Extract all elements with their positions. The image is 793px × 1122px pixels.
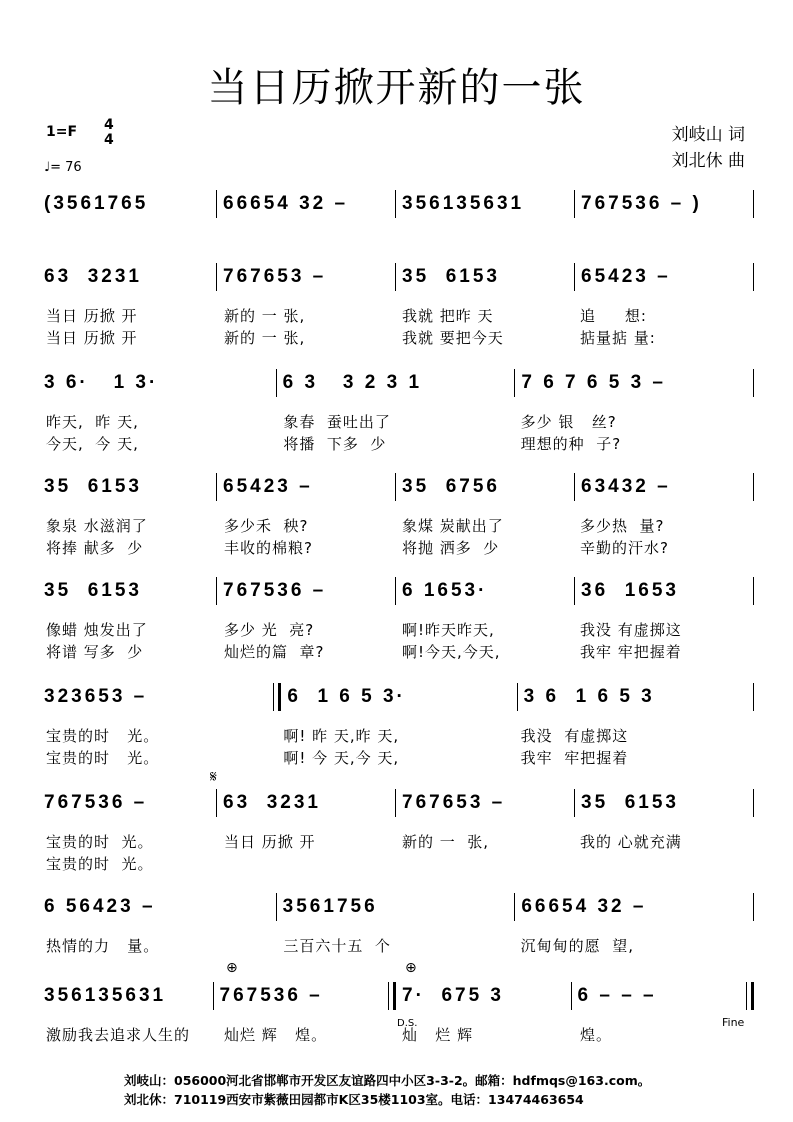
lyric-segment: 象泉 水滋润了 — [46, 516, 148, 535]
score-system — [42, 790, 754, 874]
notes-row — [42, 894, 754, 920]
lyric-segment: 啊!昨天昨天, — [402, 620, 495, 639]
quarter-note-icon: ♩ — [44, 160, 51, 175]
ts-top: 4 — [104, 117, 114, 133]
notes-row — [42, 684, 754, 710]
lyric-segment: 新的 一 张, — [402, 832, 490, 851]
barline — [753, 190, 754, 218]
measure: 6 – – – — [577, 985, 657, 1006]
coda-icon: ⊕ — [226, 960, 238, 976]
lyrics-verse-1 — [42, 410, 754, 432]
measure: 35 6153 — [44, 580, 142, 601]
lyric-segment: 我的 心就充满 — [580, 832, 682, 851]
lyric-segment: 热情的力 量。 — [46, 936, 160, 955]
lyric-segment: 宝贵的时 光。 — [46, 854, 154, 873]
lyric-segment: 我没 有虚掷这 — [520, 726, 629, 745]
lyrics-verse-1 — [42, 724, 754, 746]
lyric-segment: 啊!今天,今天, — [402, 642, 501, 661]
lyrics-verse-1 — [42, 304, 754, 326]
notes-row — [42, 790, 754, 816]
lyric-segment: 追 想: — [580, 306, 647, 325]
measure: 7 6 7 6 5 3 – — [521, 372, 666, 393]
measure: 6 56423 – — [44, 896, 156, 917]
measure: 7· 675 3 — [402, 985, 504, 1006]
score-system — [42, 684, 754, 768]
measure: 6 1 6 5 3· — [287, 686, 406, 707]
double-barline — [273, 683, 281, 711]
measure: 6 3 3 2 3 1 — [282, 372, 423, 393]
contact-footer — [124, 1071, 650, 1109]
lyrics-verse-1 — [42, 514, 754, 536]
lyrics-verse-2 — [42, 432, 754, 454]
barline — [753, 789, 754, 817]
lyric-segment: 多少热 量? — [580, 516, 665, 535]
double-barline — [388, 982, 396, 1010]
key-signature: 1=F — [46, 124, 78, 140]
measure: 356135631 — [402, 193, 525, 214]
score-system — [42, 264, 754, 348]
lyrics-verse-1 — [42, 934, 754, 956]
lyric-segment: 象春 蚕吐出了 — [283, 412, 391, 431]
lyric-segment: 宝贵的时 光。 — [46, 726, 160, 745]
lyric-segment: 灿 烂 辉 — [402, 1025, 474, 1044]
barline — [753, 577, 754, 605]
footer-line-lyricist: 刘岐山：056000河北省邯郸市开发区友谊路四中小区3-3-2。邮箱：hdfmqs@163.com。 — [124, 1073, 651, 1088]
measure: 767536 – — [219, 985, 323, 1006]
measure: 35 6153 — [44, 476, 142, 497]
lyric-segment: 当日 历掀 开 — [46, 328, 138, 347]
score-system — [42, 578, 754, 662]
barline — [753, 683, 754, 711]
composer: 刘北休 曲 — [671, 151, 745, 171]
lyric-segment: 宝贵的时 光。 — [46, 832, 154, 851]
measure: 6 1653· — [402, 580, 488, 601]
lyric-segment: 多少 光 亮? — [224, 620, 315, 639]
notes-row — [42, 191, 754, 217]
measure: 66654 32 – — [521, 896, 647, 917]
measure: 767653 – — [402, 792, 506, 813]
lyric-segment: 灿烂的篇 章? — [224, 642, 325, 661]
lyric-segment: 宝贵的时 光。 — [46, 748, 160, 767]
measure: 36 1653 — [581, 580, 679, 601]
lyric-segment: 我牢 牢把握着 — [520, 748, 629, 767]
measure: 3561756 — [282, 896, 378, 917]
lyric-segment: 将播 下多 少 — [283, 434, 387, 453]
notes-row — [42, 264, 754, 290]
tempo-marking — [44, 160, 82, 175]
lyric-segment: 今天, 今 天, — [46, 434, 139, 453]
lyric-segment: 我牢 牢把握着 — [580, 642, 682, 661]
measure: 767536 – — [223, 580, 327, 601]
measure: 66654 32 – — [223, 193, 349, 214]
song-title: 当日历掀开新的一张 — [207, 65, 586, 111]
measure: 767536 – ) — [581, 193, 702, 214]
barline — [753, 473, 754, 501]
score-system — [42, 983, 754, 1045]
lyric-segment: 将捧 献多 少 — [46, 538, 144, 557]
lyrics-verse-2 — [42, 746, 754, 768]
segno-icon: 𝄋 — [210, 767, 217, 786]
lyric-segment: 将抛 洒多 少 — [402, 538, 500, 557]
lyric-segment: 多少禾 秧? — [224, 516, 309, 535]
lyric-segment: 新的 一 张, — [224, 306, 306, 325]
score-system — [42, 191, 754, 217]
score-system — [42, 894, 754, 956]
lyric-segment: 我就 要把今天 — [402, 328, 504, 347]
lyric-segment: 多少 银 丝? — [520, 412, 617, 431]
lyric-segment: 当日 历掀 开 — [46, 306, 138, 325]
measure: 35 6153 — [581, 792, 679, 813]
footer-line-composer: 刘北休：710119西安市紫薇田园都市K区35楼1103室。电话：13474463654 — [124, 1092, 584, 1107]
lyric-segment: 啊! 今 天,今 天, — [283, 748, 400, 767]
lyrics-verse-2 — [42, 326, 754, 348]
lyric-segment: 新的 一 张, — [224, 328, 306, 347]
measure: 63 3231 — [223, 792, 321, 813]
lyric-segment: 掂量掂 量: — [580, 328, 656, 347]
coda-icon: ⊕ — [405, 960, 417, 976]
lyric-segment: 昨天, 昨 天, — [46, 412, 139, 431]
lyric-segment: 辛勤的汗水? — [580, 538, 669, 557]
lyric-segment: 灿烂 辉 煌。 — [224, 1025, 328, 1044]
lyric-segment: 激励我去追求人生的 — [46, 1025, 191, 1044]
ts-bottom: 4 — [104, 132, 114, 148]
measure: 35 6756 — [402, 476, 500, 497]
measure: 35 6153 — [402, 266, 500, 287]
tempo-value: = 76 — [50, 160, 82, 175]
measure: 767653 – — [223, 266, 327, 287]
measure: 356135631 — [44, 985, 167, 1006]
measure: 767536 – — [44, 792, 148, 813]
lyrics-verse-2 — [42, 640, 754, 662]
ds-marking: D.S. — [397, 1018, 418, 1029]
measure: 323653 – — [44, 686, 148, 707]
notes-row — [42, 370, 754, 396]
lyric-segment: 当日 历掀 开 — [224, 832, 316, 851]
time-signature — [104, 118, 114, 148]
notes-row — [42, 474, 754, 500]
score-system — [42, 474, 754, 558]
notes-row — [42, 578, 754, 604]
score-system — [42, 370, 754, 454]
lyric-segment: 象煤 炭献出了 — [402, 516, 504, 535]
measure: 63 3231 — [44, 266, 142, 287]
lyric-segment: 像蜡 烛发出了 — [46, 620, 148, 639]
measure: 65423 – — [223, 476, 313, 497]
measure: 3 6· 1 3· — [44, 372, 159, 393]
lyric-segment: 我就 把昨 天 — [402, 306, 494, 325]
lyric-segment: 三百六十五 个 — [283, 936, 391, 955]
barline — [753, 893, 754, 921]
lyrics-verse-1 — [42, 618, 754, 640]
measure: 65423 – — [581, 266, 671, 287]
measure: (3561765 — [44, 193, 149, 214]
notes-row — [42, 983, 754, 1009]
lyrics-verse-2 — [42, 536, 754, 558]
lyric-segment: 丰收的棉粮? — [224, 538, 313, 557]
barline — [753, 369, 754, 397]
lyricist: 刘岐山 词 — [671, 125, 745, 145]
double-barline — [746, 982, 754, 1010]
lyric-segment: 将谱 写多 少 — [46, 642, 144, 661]
lyric-segment: 沉甸甸的愿 望, — [520, 936, 634, 955]
barline — [753, 263, 754, 291]
lyric-segment: 煌。 — [580, 1025, 613, 1044]
lyrics-verse-2 — [42, 852, 754, 874]
lyric-segment: 啊! 昨 天,昨 天, — [283, 726, 400, 745]
measure: 3 6 1 6 5 3 — [523, 686, 655, 707]
lyric-segment: 理想的种 子? — [520, 434, 622, 453]
fine-marking: Fine — [722, 1016, 745, 1029]
lyric-segment: 我没 有虚掷这 — [580, 620, 682, 639]
measure: 63432 – — [581, 476, 671, 497]
lyrics-verse-1 — [42, 830, 754, 852]
